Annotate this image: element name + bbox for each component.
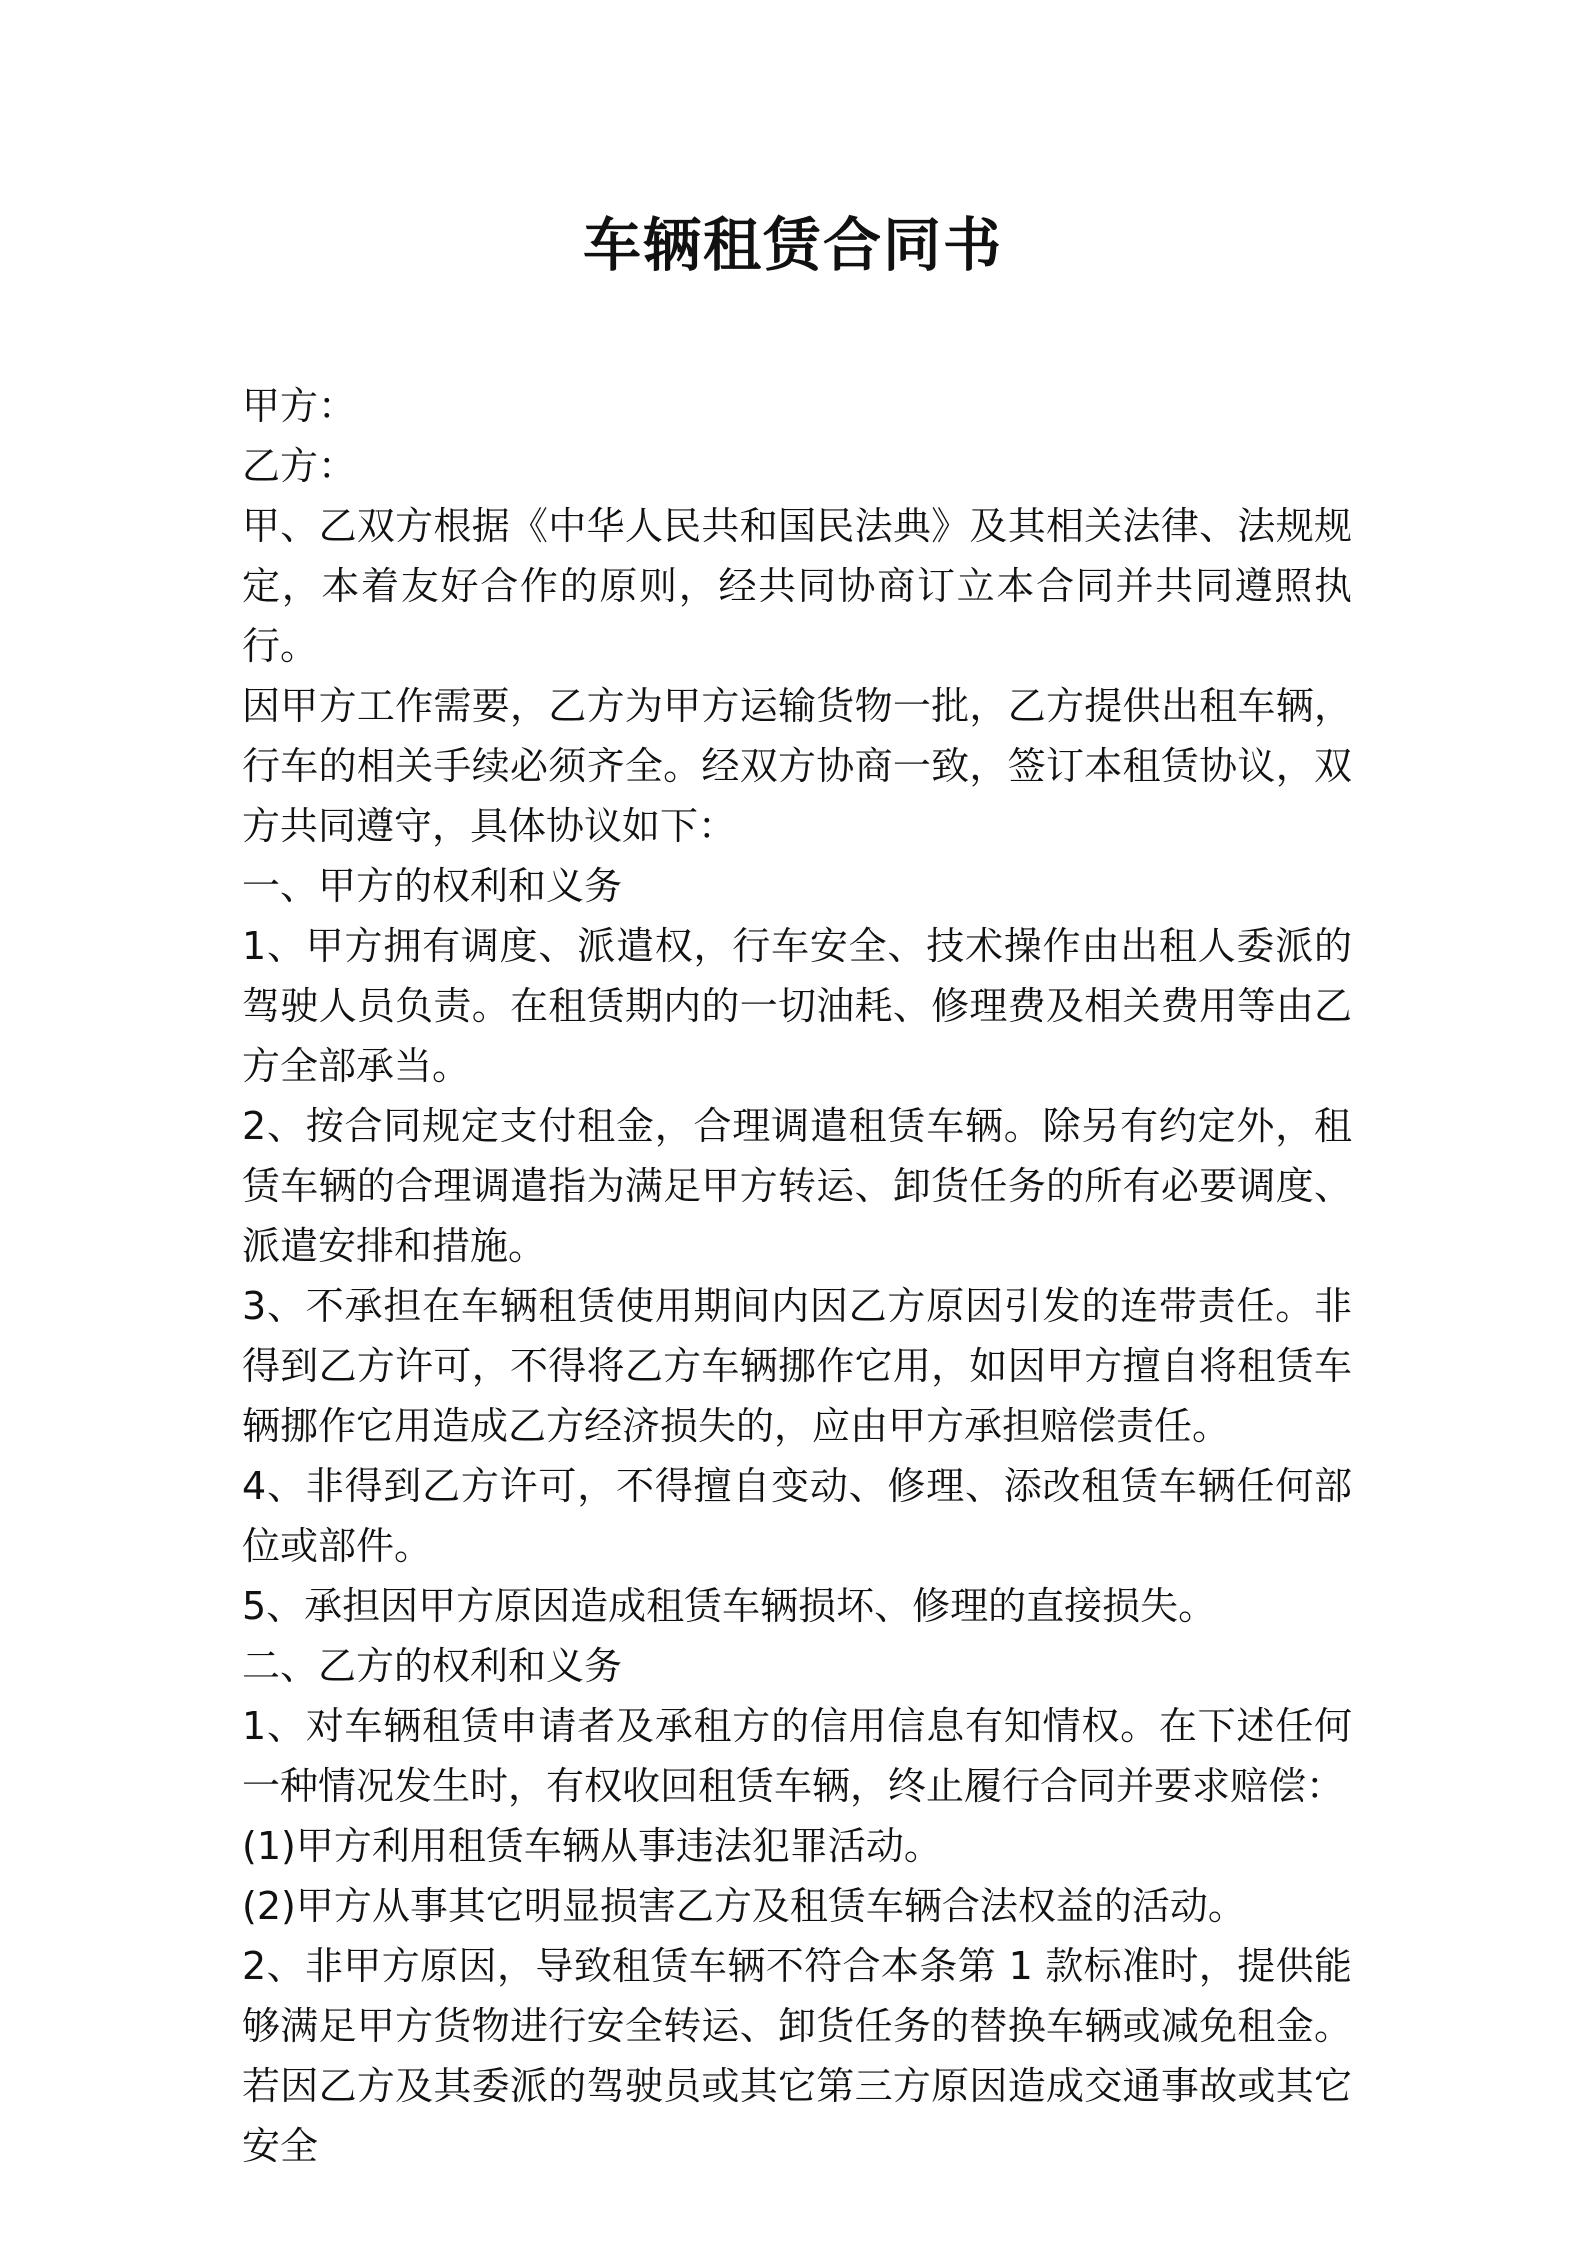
section-heading-party-a: 一、甲方的权利和义务 [242,864,623,908]
document-body [242,376,1352,2176]
document-title: 车辆租赁合同书 [582,211,1003,279]
party-a-line: 甲方： [242,384,357,428]
clause-b-2: 2、非甲方原因，导致租赁车辆不符合本条第 1 款标准时，提供能够满足甲方货物进行安全转运、卸货任务的替换车辆或减免租金。若因乙方及其委派的驾驶员或其它第三方原因造成交通事故或其它安全 [242,1944,1352,2168]
clause-a-3: 3、不承担在车辆租赁使用期间内因乙方原因引发的连带责任。非得到乙方许可，不得将乙方车辆挪作它用，如因甲方擅自将租赁车辆挪作它用造成乙方经济损失的，应由甲方承担赔偿责任。 [242,1284,1352,1448]
clause-a-5: 5、承担因甲方原因造成租赁车辆损坏、修理的直接损失。 [242,1584,1217,1628]
party-b-line: 乙方： [242,444,357,488]
clause-b-1-item-2: (2)甲方从事其它明显损害乙方及租赁车辆合法权益的活动。 [242,1884,1246,1928]
background-paragraph: 因甲方工作需要，乙方为甲方运输货物一批，乙方提供出租车辆，行车的相关手续必须齐全。经双方协商一致，签订本租赁协议，双方共同遵守，具体协议如下： [242,684,1352,848]
section-heading-party-b: 二、乙方的权利和义务 [242,1644,623,1688]
preamble-paragraph: 甲、乙双方根据《中华人民共和国民法典》及其相关法律、法规规定，本着友好合作的原则，经共同协商订立本合同并共同遵照执行。 [242,504,1352,668]
clause-a-1: 1、甲方拥有调度、派遣权，行车安全、技术操作由出租人委派的驾驶人员负责。在租赁期内的一切油耗、修理费及相关费用等由乙方全部承当。 [242,924,1352,1088]
clause-a-2: 2、按合同规定支付租金，合理调遣租赁车辆。除另有约定外，租赁车辆的合理调遣指为满足甲方转运、卸货任务的所有必要调度、派遣安排和措施。 [242,1104,1352,1268]
clause-b-1-item-1: (1)甲方利用租赁车辆从事违法犯罪活动。 [242,1824,942,1868]
clause-a-4: 4、非得到乙方许可，不得擅自变动、修理、添改租赁车辆任何部位或部件。 [242,1464,1352,1568]
clause-b-1: 1、对车辆租赁申请者及承租方的信用信息有知情权。在下述任何一种情况发生时，有权收回租赁车辆，终止履行合同并要求赔偿： [242,1704,1352,1808]
